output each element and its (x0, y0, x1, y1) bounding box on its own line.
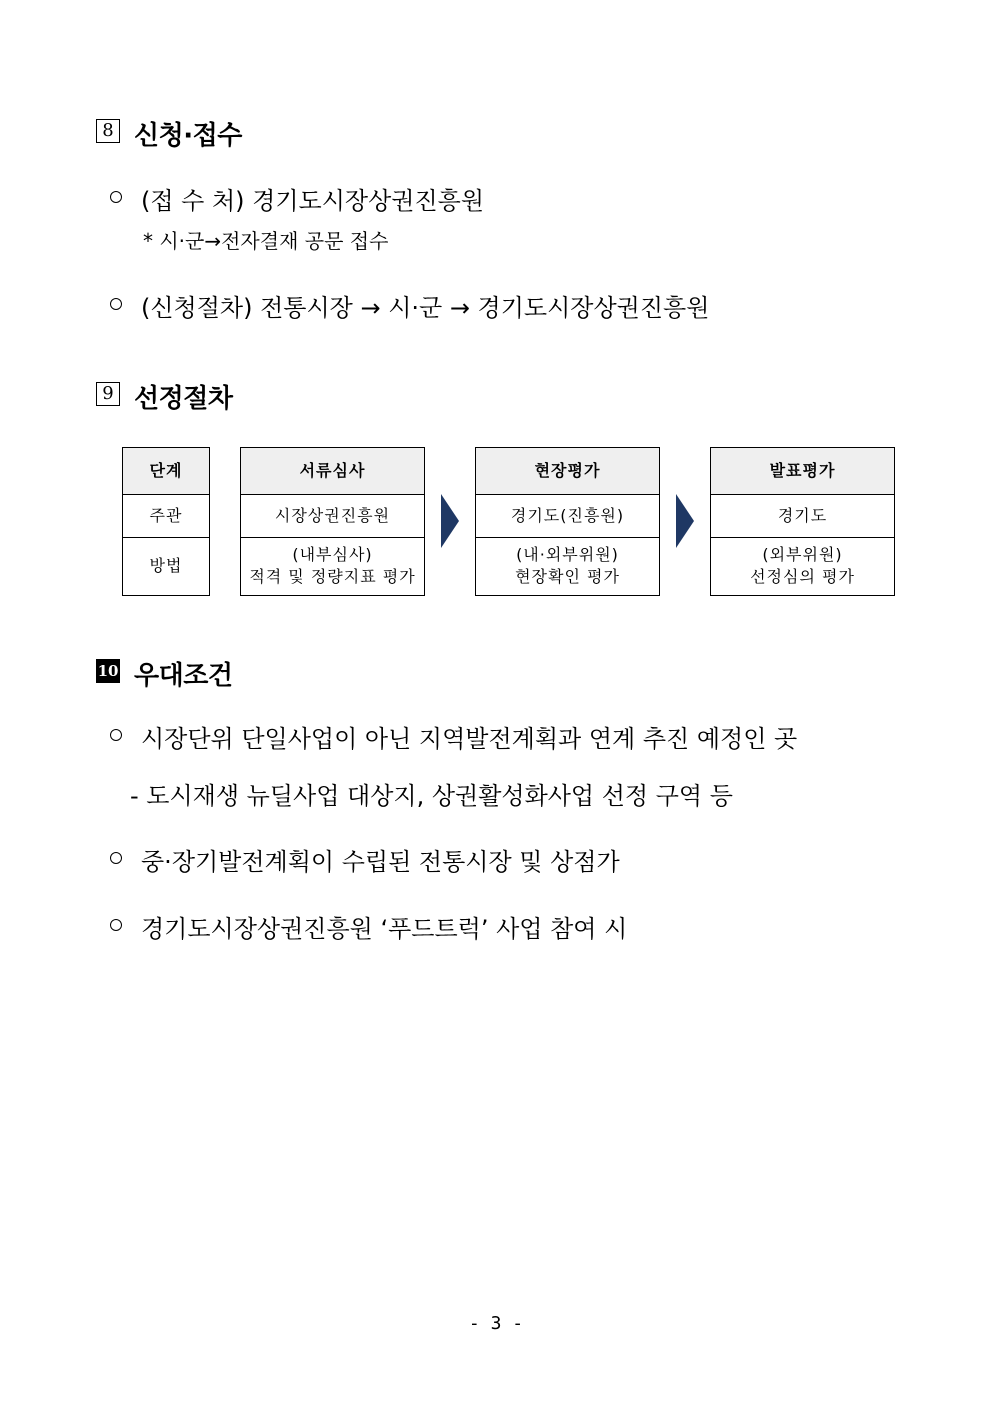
step-method-line-2: 선정심의 평가 (750, 566, 855, 586)
label-stage: 단계 (123, 448, 209, 495)
preference-item-2: 중·장기발전계획이 수립된 전통시장 및 상점가 (141, 848, 620, 876)
step-method (711, 537, 894, 594)
flow-label-column (122, 447, 210, 596)
step-method-line-1: (내부심사) (292, 544, 373, 564)
step-method (241, 537, 424, 594)
step-owner: 경기도 (711, 494, 894, 538)
application-procedure-text: (신청절차) 전통시장 → 시·군 → 경기도시장상권진흥원 (141, 294, 710, 322)
receiving-office-text: (접 수 처) 경기도시장상권진흥원 (141, 187, 485, 215)
flow-step-site-evaluation (475, 447, 660, 596)
chevron-right-icon (676, 494, 694, 548)
flow-step-presentation-evaluation (710, 447, 895, 596)
bullet-icon (110, 852, 122, 864)
step-stage: 서류심사 (241, 448, 424, 495)
step-method-line-1: (내·외부위원) (516, 544, 619, 564)
step-owner: 경기도(진흥원) (476, 494, 659, 538)
step-stage: 현장평가 (476, 448, 659, 495)
step-method-line-2: 적격 및 정량지표 평가 (249, 566, 416, 586)
preference-item-1-sub: - 도시재생 뉴딜사업 대상지, 상권활성화사업 선정 구역 등 (130, 782, 733, 810)
section-10-number: 10 (96, 659, 120, 683)
section-9-title: 선정절차 (134, 384, 233, 414)
bullet-icon (110, 919, 122, 931)
step-stage: 발표평가 (711, 448, 894, 495)
bullet-icon (110, 298, 122, 310)
bullet-icon (110, 729, 122, 741)
step-method-line-2: 현장확인 평가 (515, 566, 620, 586)
label-method: 방법 (149, 555, 183, 575)
section-8-title: 신청·접수 (134, 121, 242, 151)
section-8-number: 8 (96, 119, 120, 143)
step-method-line-1: (외부위원) (762, 544, 843, 564)
chevron-right-icon (441, 494, 459, 548)
label-owner: 주관 (123, 494, 209, 538)
receiving-note: * 시·군→전자결재 공문 접수 (143, 229, 389, 253)
flow-step-document-review (240, 447, 425, 596)
section-10-title: 우대조건 (134, 661, 233, 691)
step-owner: 시장상권진흥원 (241, 494, 424, 538)
step-method (476, 537, 659, 594)
preference-item-3: 경기도시장상권진흥원 ‘푸드트럭’ 사업 참여 시 (141, 915, 628, 943)
bullet-icon (110, 191, 122, 203)
preference-item-1: 시장단위 단일사업이 아닌 지역발전계획과 연계 추진 예정인 곳 (141, 725, 798, 753)
section-9-number: 9 (96, 382, 120, 406)
page-number: - 3 - (468, 1313, 524, 1334)
